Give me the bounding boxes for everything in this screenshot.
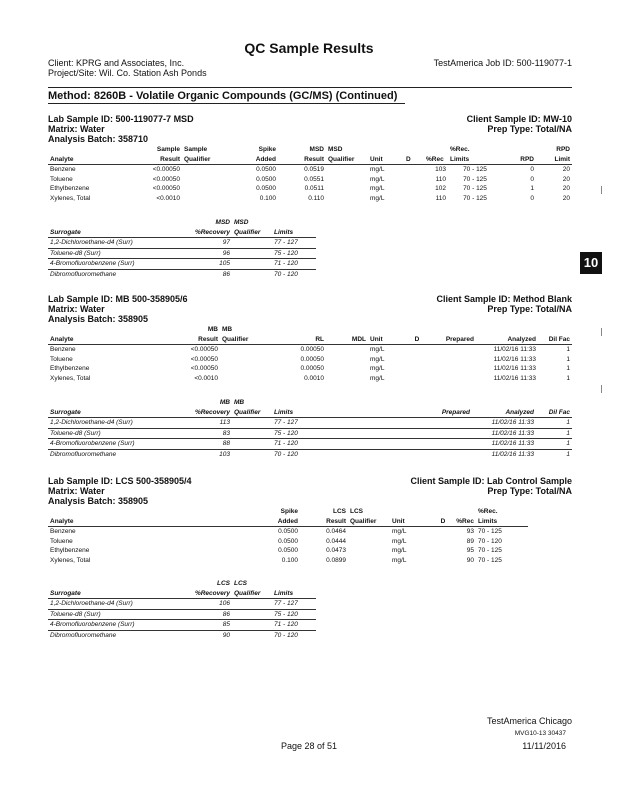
method-heading: Method: 8260B - Volatile Organic Compounds (GC/MS) (Continued) [48,90,398,102]
surrogate-table-lcs [48,579,316,640]
table-row: 1,2-Dichloroethane-d4 (Surr) 113 77 - 127 11/02/16 11:33 1 [50,419,570,426]
table-head-row: MB MB [219,399,245,406]
footer-date: 11/11/2016 [522,741,566,751]
results-table-msd [48,145,572,203]
surrogate-table-mb [48,398,572,459]
table-head-row: Surrogate %Recovery Qualifier Limits Prepared Analyzed Dil Fac [50,408,570,416]
client-sample-id: Client Sample ID: Lab Control Sample [410,476,572,486]
analysis-batch: Analysis Batch: 358710 [48,134,149,144]
matrix: Matrix: Water [48,304,105,314]
table-row: Dibromofluoromethane 90 70 - 120 [50,631,298,639]
table-row: Toluene-d8 (Surr) 83 75 - 120 11/02/16 11:33 1 [50,429,570,437]
table-row: 4-Bromofluorobenzene (Surr) 105 71 - 120 [48,259,316,270]
matrix: Matrix: Water [48,486,105,496]
client-sample-id: Client Sample ID: MW-10 [466,114,572,124]
table-row: 1,2-Dichloroethane-d4 (Surr) 97 77 - 127 [48,238,316,249]
job-id: TestAmerica Job ID: 500-119077-1 [433,58,572,68]
header-rule [48,87,572,88]
table-row: Xylenes, Total <0.0010 0.100 0.110 mg/L 110 70 - 125 0 20 [50,194,570,202]
table-row: Toluene-d8 (Surr) 96 75 - 120 [48,248,316,259]
table-head-row: Analyte Result Qualifier Added Result Qualifier Unit D %Rec Limits RPD Limit [50,155,570,163]
table-head-row: MSD MSD [215,219,249,226]
page-title: QC Sample Results [244,40,374,56]
footer-company: TestAmerica Chicago [486,716,572,726]
margin-mark [601,385,602,393]
table-head-row: LCS LCS [217,580,247,587]
table-row: Dibromofluoromethane 86 70 - 120 [50,270,298,278]
table-row: Toluene-d8 (Surr) 86 75 - 120 [48,609,316,620]
margin-mark [601,328,602,336]
table-head-row: MB MB [207,326,233,333]
client-name: Client: KPRG and Associates, Inc. [48,58,185,68]
section-tab-10[interactable]: 10 [580,252,602,274]
table-head-row: Spike LCS LCS %Rec. [280,508,498,515]
lab-sample-id: Lab Sample ID: 500-119077-7 MSD [48,114,194,124]
client-sample-id: Client Sample ID: Method Blank [436,294,572,304]
matrix: Matrix: Water [48,124,105,134]
table-row: 1,2-Dichloroethane-d4 (Surr) 106 77 - 127 [48,599,316,610]
surrogate-table-msd [48,218,316,279]
prep-type: Prep Type: Total/NA [487,304,572,314]
results-table-mb [48,325,572,383]
table-row: 4-Bromofluorobenzene (Surr) 88 71 - 120 11/02/16 11:33 1 [50,440,570,447]
table-row: 4-Bromofluorobenzene (Surr) 85 71 - 120 [48,620,316,631]
table-row: Dibromofluoromethane 103 70 - 120 11/02/16 11:33 1 [50,450,570,458]
table-head-row: Surrogate %Recovery Qualifier Limits [48,228,316,238]
prep-type: Prep Type: Total/NA [487,124,572,134]
table-row: Toluene <0.00050 0.00050 mg/L 11/02/16 11:33 1 [50,355,570,363]
prep-type: Prep Type: Total/NA [487,486,572,496]
table-row: Ethylbenzene <0.00050 0.0500 0.0511 mg/L 102 70 - 125 1 20 [50,185,570,192]
table-row: Toluene <0.00050 0.0500 0.0551 mg/L 110 70 - 125 0 20 [50,175,570,183]
table-head-row: Surrogate %Recovery Qualifier Limits [48,589,316,599]
table-head-row: Analyte Added Result Qualifier Unit D %Rec Limits [48,517,528,527]
lab-sample-id: Lab Sample ID: MB 500-358905/6 [48,294,188,304]
table-row: Benzene 0.0500 0.0464 mg/L 93 70 - 125 [50,528,502,535]
analysis-batch: Analysis Batch: 358905 [48,314,149,324]
margin-mark [601,186,602,194]
results-table-lcs [48,507,528,565]
method-underline [48,103,405,104]
table-row: Toluene 0.0500 0.0444 mg/L 89 70 - 120 [50,537,502,545]
table-row: Benzene <0.00050 0.0500 0.0519 mg/L 103 70 - 125 0 20 [50,166,570,173]
page-number: Page 28 of 51 [280,741,338,751]
table-head-row: Sample Sample Spike MSD MSD %Rec. RPD [156,146,570,153]
analysis-batch: Analysis Batch: 358905 [48,496,149,506]
table-head-row: Analyte Result Qualifier RL MDL Unit D Prepared Analyzed Dil Fac [50,335,570,343]
project-site: Project/Site: Wil. Co. Station Ash Ponds [48,68,207,78]
lab-sample-id: Lab Sample ID: LCS 500-358905/4 [48,476,192,486]
table-row: Ethylbenzene <0.00050 0.00050 mg/L 11/02/16 11:33 1 [50,365,570,372]
table-row: Xylenes, Total 0.100 0.0899 mg/L 90 70 - 125 [50,556,502,564]
table-row: Ethylbenzene 0.0500 0.0473 mg/L 95 70 - 125 [50,547,502,554]
table-row: Xylenes, Total <0.0010 0.0010 mg/L 11/02/16 11:33 1 [50,374,570,382]
table-row: Benzene <0.00050 0.00050 mg/L 11/02/16 11:33 1 [50,346,570,353]
footer-code: MVG10-13 30437 [514,730,566,737]
